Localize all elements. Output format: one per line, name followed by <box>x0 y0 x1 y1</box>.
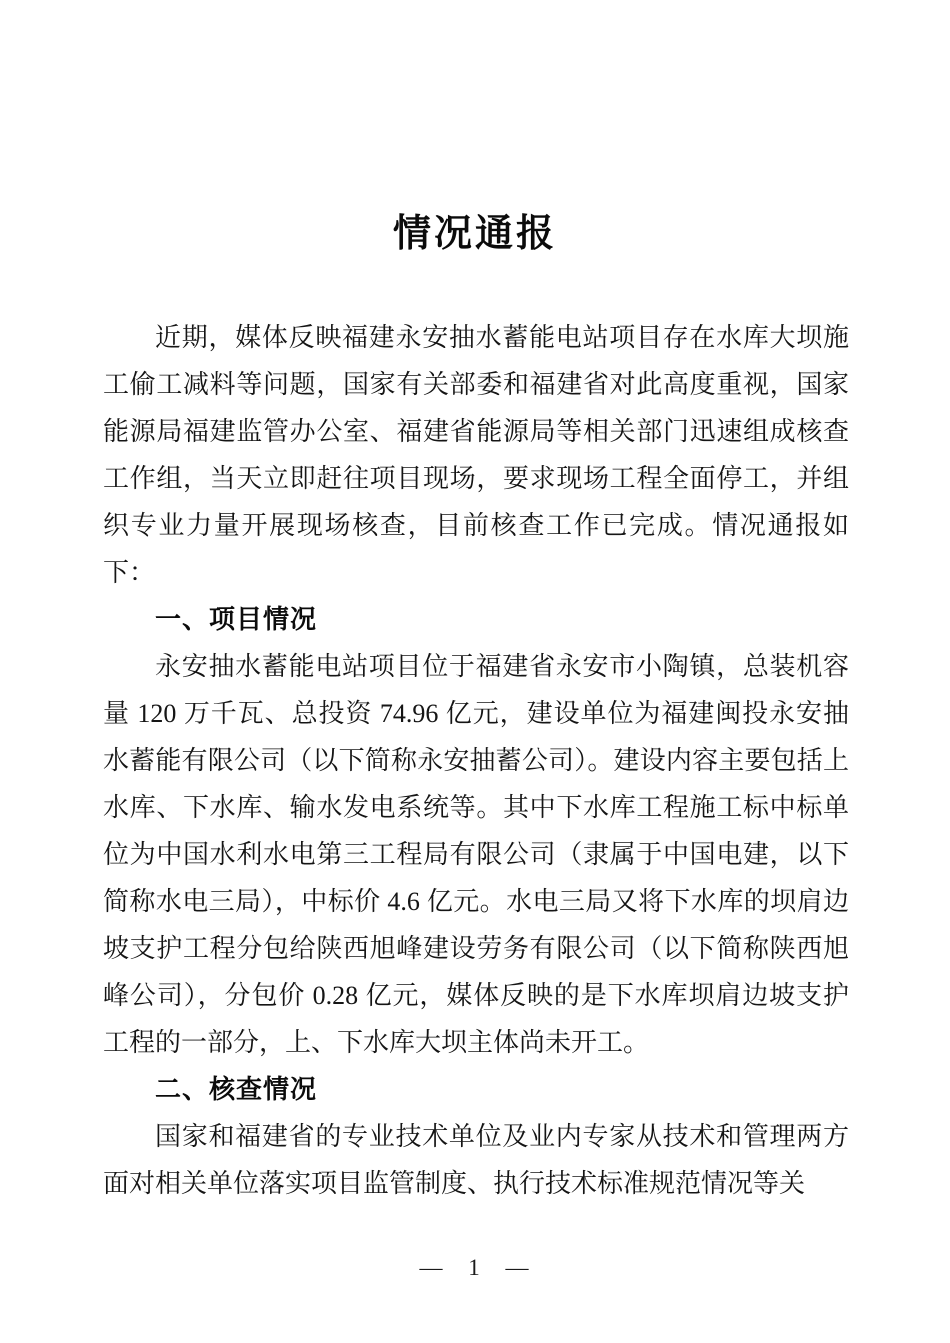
page-number: — 1 — <box>419 1255 531 1280</box>
paragraph-project-details: 永安抽水蓄能电站项目位于福建省永安市小陶镇，总装机容量 120 万千瓦、总投资 74.96 亿元，建设单位为福建闽投永安抽水蓄能有限公司（以下简称永安抽蓄公司）。建设内容主要包括上水库、下水库、输水发电系统等。其中下水库工程施工标中标单位为中国水利水电第三工程局有限公司（隶属于中国电建，以下简称水电三局），中标价 4.6 亿元。水电三局又将下水库的坝肩边坡支护工程分包给陕西旭峰建设劳务有限公司（以下简称陕西旭峰公司），分包价 0.28 亿元，媒体反映的是下水库坝肩边坡支护工程的一部分，上、下水库大坝主体尚未开工。 <box>103 652 849 1057</box>
paragraph-intro: 近期，媒体反映福建永安抽水蓄能电站项目存在水库大坝施工偷工减料等问题，国家有关部委和福建省对此高度重视，国家能源局福建监管办公室、福建省能源局等相关部门迅速组成核查工作组，当天立即赶往项目现场，要求现场工程全面停工，并组织专业力量开展现场核查，目前核查工作已完成。情况通报如下： <box>103 323 849 587</box>
paragraph-inspection: 国家和福建省的专业技术单位及业内专家从技术和管理两方面对相关单位落实项目监管制度、执行技术标准规范情况等关 <box>103 1122 849 1198</box>
section-heading-inspection: 二、核查情况 <box>155 1074 318 1104</box>
document-body <box>103 314 849 1207</box>
document-title: 情况通报 <box>392 213 557 255</box>
section-heading-project: 一、项目情况 <box>155 604 318 634</box>
